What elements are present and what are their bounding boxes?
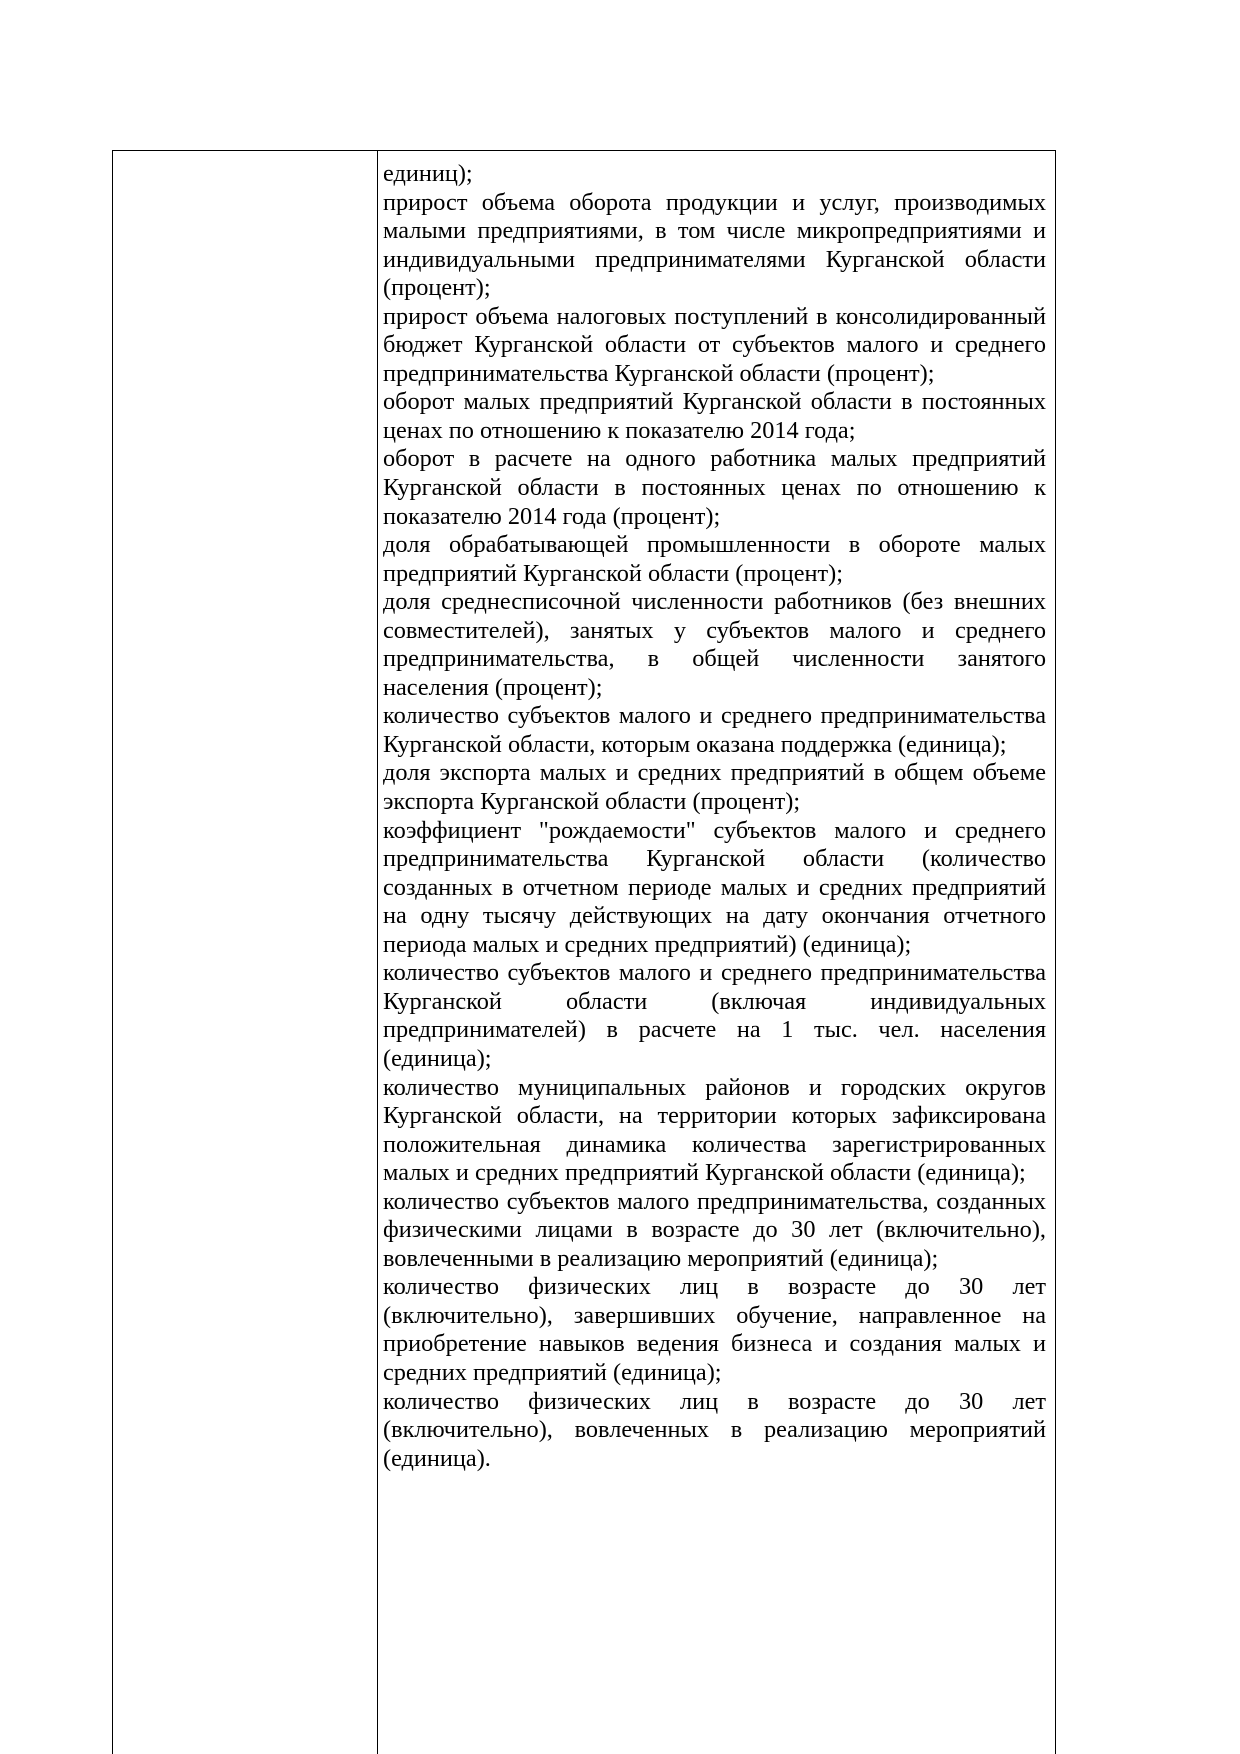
indicator-item: единиц); xyxy=(383,160,473,187)
table-border-left xyxy=(112,151,113,1754)
indicator-item: доля среднесписочной численности работников (без внешних совместителей), занятых у субъектов малого и среднего предпринимательства, в общей численности занятого населения (процент); xyxy=(383,588,1046,701)
table-border-right xyxy=(1055,151,1056,1754)
indicator-item: коэффициент "рождаемости" субъектов малого и среднего предпринимательства Курганской области (количество созданных в отчетном периоде малых и средних предприятий на одну тысячу действующих на дату окончания отчетного периода малых и средних предприятий) (единица); xyxy=(383,816,1046,958)
indicator-item: доля экспорта малых и средних предприятий в общем объеме экспорта Курганской области (процент); xyxy=(383,759,1046,816)
indicator-item: количество физических лиц в возрасте до 30 лет (включительно), завершивших обучение, направленное на приобретение навыков ведения бизнеса и создания малых и средних предприятий (единица); xyxy=(383,1273,1046,1386)
indicator-item: количество муниципальных районов и городских округов Курганской области, на территории которых зафиксирована положительная динамика количества зарегистрированных малых и средних предприятий Курганской области (единица); xyxy=(383,1073,1046,1187)
indicator-item: доля обрабатывающей промышленности в обороте малых предприятий Курганской области (процент); xyxy=(383,531,1046,587)
indicator-item: количество субъектов малого предпринимательства, созданных физическими лицами в возрасте до 30 лет (включительно), вовлеченными в реализацию мероприятий (единица); xyxy=(383,1187,1046,1272)
indicator-item: количество субъектов малого и среднего предпринимательства Курганской области (включая индивидуальных предпринимателей) в расчете на 1 тыс. чел. населения (единица); xyxy=(383,959,1046,1072)
indicator-item: количество физических лиц в возрасте до 30 лет (включительно), вовлеченных в реализацию мероприятий (единица). xyxy=(383,1387,1046,1472)
indicator-item: оборот малых предприятий Курганской области в постоянных ценах по отношению к показателю 2014 года; xyxy=(383,388,1046,444)
table-column-divider xyxy=(377,151,378,1754)
indicator-item: количество субъектов малого и среднего предпринимательства Курганской области, которым оказана поддержка (единица); xyxy=(383,702,1046,758)
indicator-item: прирост объема налоговых поступлений в консолидированный бюджет Курганской области от субъектов малого и среднего предпринимательства Курганской области (процент); xyxy=(383,302,1046,387)
indicator-item: прирост объема оборота продукции и услуг, производимых малыми предприятиями, в том числе микропредприятиями и индивидуальными предпринимателями Курганской области (процент); xyxy=(383,188,1046,302)
table-cell-content xyxy=(383,160,1046,1473)
document-table xyxy=(112,150,1056,1754)
indicator-item: оборот в расчете на одного работника малых предприятий Курганской области в постоянных ценах по отношению к показателю 2014 года (процент); xyxy=(383,445,1046,530)
